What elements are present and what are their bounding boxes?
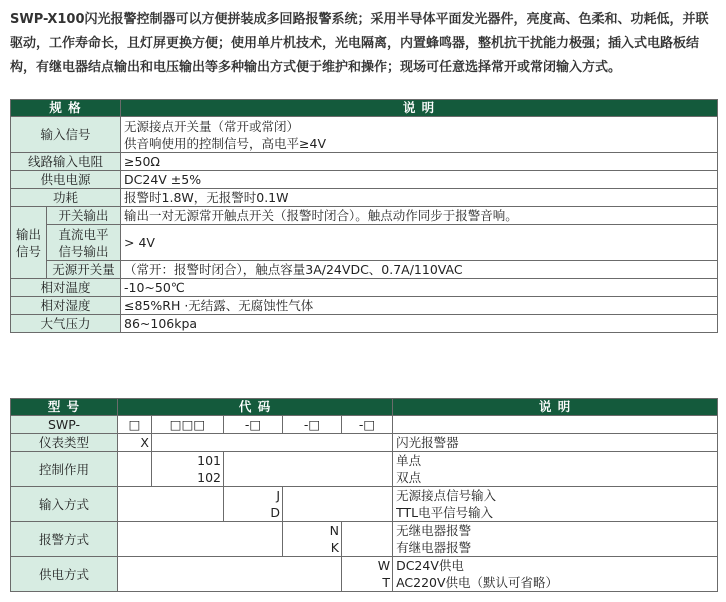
output-label: 开关输出 bbox=[47, 207, 121, 225]
model-code: 101 102 bbox=[152, 452, 224, 487]
model-desc: 闪光报警器 bbox=[393, 434, 718, 452]
model-code: N K bbox=[283, 522, 342, 557]
code-slot: -□ bbox=[224, 416, 283, 434]
spec-value: 86~106kpa bbox=[121, 315, 718, 333]
spec-label: 大气压力 bbox=[11, 315, 121, 333]
spec-label: 输入信号 bbox=[11, 117, 121, 153]
model-code: W T bbox=[342, 557, 393, 592]
model-code: X bbox=[118, 434, 152, 452]
code-slot: □ bbox=[118, 416, 152, 434]
spec-label: 相对湿度 bbox=[11, 297, 121, 315]
spec-header-label: 规 格 bbox=[11, 100, 121, 117]
output-value: > 4V bbox=[121, 225, 718, 261]
model-prefix: SWP- bbox=[11, 416, 118, 434]
model-row-label: 仪表类型 bbox=[11, 434, 118, 452]
output-value: 输出一对无源常开触点开关（报警时闭合）。触点动作同步于报警音响。 bbox=[121, 207, 718, 225]
model-row-label: 输入方式 bbox=[11, 487, 118, 522]
output-group-label: 输出 信号 bbox=[11, 207, 47, 279]
model-desc: DC24V供电 AC220V供电（默认可省略） bbox=[393, 557, 718, 592]
spec-label: 供电电源 bbox=[11, 171, 121, 189]
spec-value: ≤85%RH ·无结露、无腐蚀性气体 bbox=[121, 297, 718, 315]
output-label: 直流电平 信号输出 bbox=[47, 225, 121, 261]
spec-value: ≥50Ω bbox=[121, 153, 718, 171]
code-slot: -□ bbox=[283, 416, 342, 434]
spec-header-desc: 说 明 bbox=[121, 100, 718, 117]
output-label: 无源开关量 bbox=[47, 261, 121, 279]
model-desc: 无继电器报警 有继电器报警 bbox=[393, 522, 718, 557]
spec-label: 相对温度 bbox=[11, 279, 121, 297]
code-slot: □□□ bbox=[152, 416, 224, 434]
code-slot: -□ bbox=[342, 416, 393, 434]
intro-paragraph: SWP-X100闪光报警控制器可以方便拼装成多回路报警系统；采用半导体平面发光器件，亮度高、色柔和、功耗低，并联驱动，工作寿命长，且灯屏更换方便；使用单片机技术，光电隔离，内置蜂鸣器，整机抗干扰能力极强；插入式电路板结构，有继电器结点输出和电压输出等多种输出方式便于维护和操作；现场可任意选择常开或常闭输入方式。 bbox=[10, 12, 709, 75]
spec-value: 无源接点开关量（常开或常闭） 供音响使用的控制信号，高电平≥4V bbox=[121, 117, 718, 153]
code-desc-empty bbox=[393, 416, 718, 434]
model-header-desc: 说 明 bbox=[393, 399, 718, 416]
spec-value: DC24V ±5% bbox=[121, 171, 718, 189]
model-header-type: 型 号 bbox=[11, 399, 118, 416]
output-value: （常开：报警时闭合），触点容量3A/24VDC、0.7A/110VAC bbox=[121, 261, 718, 279]
model-row-label: 供电方式 bbox=[11, 557, 118, 592]
spec-label: 线路输入电阻 bbox=[11, 153, 121, 171]
model-table bbox=[10, 398, 718, 592]
model-header-code: 代 码 bbox=[118, 399, 393, 416]
model-desc: 单点 双点 bbox=[393, 452, 718, 487]
spec-table bbox=[10, 99, 718, 333]
model-row-label: 控制作用 bbox=[11, 452, 118, 487]
spec-value: -10~50℃ bbox=[121, 279, 718, 297]
spec-label: 功耗 bbox=[11, 189, 121, 207]
model-desc: 无源接点信号输入 TTL电平信号输入 bbox=[393, 487, 718, 522]
model-code: J D bbox=[224, 487, 283, 522]
spec-value: 报警时1.8W，无报警时0.1W bbox=[121, 189, 718, 207]
model-row-label: 报警方式 bbox=[11, 522, 118, 557]
